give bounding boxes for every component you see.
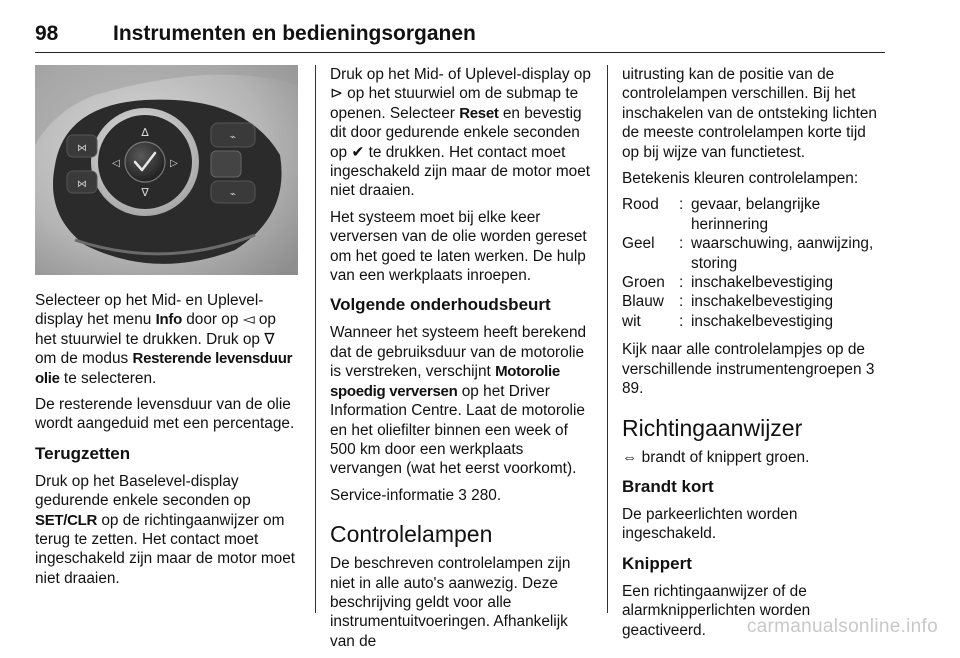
section-heading: Volgende onderhoudsbeurt <box>330 295 551 315</box>
list-item: Geel : waarschuwing, aanwijzing, storing <box>622 235 874 272</box>
button-label-set-clr: SET/CLR <box>35 511 98 529</box>
paragraph: Wanneer het systeem heeft berekend dat de gebruiksduur van de motorolie is verstreken, verschijnt Motorolie spoedig verversen op het Driver Information Centre. Laat de motorolie en het oliefilter binnen een week of 500 km door een werkplaats vervangen (wat het eerst voorkomt). <box>330 324 587 478</box>
chapter-heading: Controlelampen <box>330 521 493 548</box>
list-item: Blauw : inschakelbevestiging <box>622 293 834 311</box>
svg-text:⋈: ⋈ <box>77 143 87 154</box>
menu-label-reset: Reset <box>459 104 499 122</box>
menu-label-info: Info <box>155 311 182 329</box>
column-1 <box>35 65 298 595</box>
steering-wheel-controls-photo <box>35 65 298 275</box>
mode-label: Resterende levensduur olie <box>35 350 293 387</box>
section-heading: Knippert <box>622 553 692 573</box>
turn-signal-icon: ⇔ <box>622 448 638 466</box>
paragraph: De parkeerlichten worden ingeschakeld. <box>622 505 798 543</box>
paragraph: Service-informatie 3 280. <box>330 486 502 504</box>
paragraph: Selecteer op het Mid- en Uplevel-display het menu Info door op ◅ op het stuurwiel te drukken. Druk op ∇ om de modus Resterende levensduur olie te selecteren. <box>35 292 293 387</box>
color-definition-list <box>622 195 884 331</box>
page-reference-icon: 3 <box>865 360 875 378</box>
paragraph: Het systeem moet bij elke keer verversen van de olie worden gereset om het goed te laten werken. De hulp van een werkplaats inroepen. <box>330 208 587 285</box>
chapter-heading: Richtingaanwijzer <box>622 414 803 441</box>
list-item: Groen : inschakelbevestiging <box>622 274 834 292</box>
paragraph: Druk op het Baselevel-display gedurende enkele seconden op SET/CLR op de richtingaanwijzer om terug te zetten. Het contact moet ingeschakeld zijn maar de motor moet niet draaien. <box>35 472 296 587</box>
list-item: wit : inschakelbevestiging <box>622 312 834 330</box>
column-3 <box>622 65 884 647</box>
page-number: 98 <box>35 22 59 45</box>
svg-text:▷: ▷ <box>170 158 178 169</box>
column-divider <box>607 65 608 613</box>
svg-text:◁: ◁ <box>112 158 120 169</box>
left-arrow-icon: ◅ <box>242 311 255 329</box>
svg-text:∇: ∇ <box>141 186 149 199</box>
svg-text:⋈: ⋈ <box>77 179 87 190</box>
message-label: Motorolie spoedig verversen <box>330 363 560 400</box>
svg-text:⌁: ⌁ <box>229 132 237 143</box>
checkmark-icon: ✔ <box>351 143 365 161</box>
section-heading: Brandt kort <box>622 476 714 496</box>
paragraph: Druk op het Mid- of Uplevel-display op ⊳ op het stuurwiel om de submap te openen. Selecteer Reset en bevestig dit door gedurende enkele seconden op ✔ te drukken. Het contact moet ingeschakeld zijn maar de motor moet niet draaien. <box>330 66 591 200</box>
right-arrow-icon: ⊳ <box>330 85 343 103</box>
section-heading: Terugzetten <box>35 443 131 463</box>
page-reference-icon: 3 <box>458 486 467 504</box>
svg-text:⌁: ⌁ <box>229 189 237 200</box>
column-2 <box>330 65 592 658</box>
watermark-text: carmanualsonline.info <box>746 616 938 637</box>
down-arrow-icon: ∇ <box>264 330 275 348</box>
svg-text:∆: ∆ <box>141 126 149 139</box>
paragraph: Betekenis kleuren controlelampen: <box>622 170 859 188</box>
list-item: Rood : gevaar, belangrijke herinnering <box>622 196 821 233</box>
paragraph: De resterende levensduur van de olie wordt aangeduid met een percentage. <box>35 396 295 433</box>
column-divider <box>315 65 316 613</box>
paragraph: De beschreven controlelampen zijn niet in alle auto's aanwezig. Deze beschrijving geldt voor alle instrumentuitvoeringen. Afhankelijk van de <box>330 555 571 650</box>
page-header <box>35 22 885 53</box>
paragraph: Een richtingaanwijzer of de alarmknipperlichten worden geactiveerd. <box>622 582 811 639</box>
running-title: Instrumenten en bedieningsorganen <box>113 22 476 45</box>
paragraph: ⇔ brandt of knippert groen. <box>622 448 810 466</box>
paragraph: Kijk naar alle controlelampjes op de verschillende instrumentengroepen 3 89. <box>622 341 875 398</box>
paragraph: uitrusting kan de positie van de controlelampen verschillen. Bij het inschakelen van de ontsteking lichten de meeste controlelampen korte tijd op bij wijze van functietest. <box>622 66 877 161</box>
